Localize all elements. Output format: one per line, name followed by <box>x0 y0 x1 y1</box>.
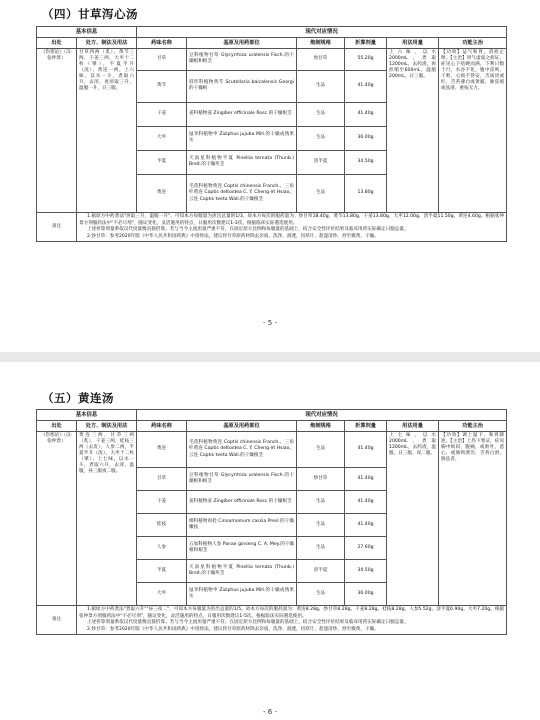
herb-processing: 生品 <box>297 431 345 467</box>
herb-processing: 生品 <box>297 70 345 102</box>
herb-name: 干姜 <box>137 102 187 126</box>
herb-origin: 毛茛科植物黄连 Coptis chinensis Franch.、三角叶黄连 Coptis deltoidea C. Y. Cheng et Hsiao、云连 Coptis teeta Wall.的干燥根茎 <box>187 174 297 212</box>
col-herb: 药味名称 <box>137 38 187 49</box>
herb-name: 干姜 <box>137 490 187 513</box>
notes-cell <box>77 605 507 634</box>
note-paragraph: 1.据原方中药煮法"煮取六升""昼三夜二"，可知本方每服量为煎出总量的1/5。故本方每次的服药量为：黄连8.28g，炒甘草8.28g，干姜8.28g，桂枝8.28g，人参5.52g，清半夏6.90g，大枣7.20g。根据张仲景方剂服药法中"不必尽剂"，随证变化，灵活施用的特点，日服用次数建议1-5次，根据临床实际遴选使用。 <box>79 607 505 619</box>
basic-info-header: 基本信息 <box>37 410 137 421</box>
formula-table <box>36 409 507 635</box>
source-cell: 《伤寒论》（汉·张仲景） <box>37 431 77 605</box>
herb-name: 甘草 <box>137 467 187 490</box>
herb-origin: 鼠李科植物枣 Ziziphus jujuba Mill.的干燥成熟果实 <box>187 582 297 605</box>
col-usage: 用法用量 <box>387 38 439 49</box>
herb-name: 桂枝 <box>137 513 187 536</box>
herb-processing: 清半夏 <box>297 150 345 174</box>
col-dose: 折算剂量 <box>345 421 387 432</box>
usage-cell: 上六味，以水2000mL，煮取1200mL，去药渣，再煎缩至600mL，温服200mL，日三服。 <box>387 48 439 212</box>
herb-dose: 27.60g <box>345 536 387 559</box>
herb-processing: 生品 <box>297 174 345 212</box>
herb-processing: 炒甘草 <box>297 467 345 490</box>
herb-dose: 55.20g <box>345 48 387 70</box>
note-paragraph: 上述折算剂量系依汉代度量衡直接折算。若与当今主流用量严重不符，在固定原方比例和每服量的基础上，结合安全性评价结果及临床用药实际确定日服总量。 <box>87 620 409 626</box>
herb-dose: 36.00g <box>345 126 387 150</box>
herb-dose: 41.40g <box>345 102 387 126</box>
modern-header: 现代对应情况 <box>137 410 507 421</box>
herb-name: 大枣 <box>137 582 187 605</box>
col-processing: 炮制规格 <box>297 421 345 432</box>
usage-cell: 上七味，以水2000mL，煮取1200mL，去药渣，温服，日三服、夜二服。 <box>387 431 439 605</box>
herb-origin: 鼠李科植物枣 Ziziphus jujuba Mill.的干燥成熟果实 <box>187 126 297 150</box>
note-paragraph: 上述折算剂量系依汉代度量衡直接折算。若与当今主流用量严重不符，在固定原方比例和每服量的基础上，结合安全性评价结果及临床用药实际确定日服总量。 <box>87 227 409 233</box>
notes-label: 备注 <box>37 605 77 634</box>
herb-name: 黄芩 <box>137 70 187 102</box>
method-cell: 黄连三两，甘草三两（炙），干姜三两，桂枝三两（去皮），人参二两，半夏半升（洗），大枣十二枚（擘）。上七味，以水一斗，煮取六升，去滓，温服，昼三服夜二服。 <box>77 431 137 605</box>
col-herb: 药味名称 <box>137 421 187 432</box>
herb-name: 人参 <box>137 536 187 559</box>
col-source: 出处 <box>37 421 77 432</box>
herb-processing: 生品 <box>297 582 345 605</box>
page-number: - 6 - <box>263 708 277 716</box>
notes-cell <box>77 212 507 241</box>
herb-processing: 生品 <box>297 536 345 559</box>
herb-dose: 34.50g <box>345 150 387 174</box>
page-number: - 5 - <box>263 319 277 327</box>
col-origin: 基原及用药部位 <box>187 421 297 432</box>
formula-title: （五）黄连汤 <box>42 391 114 405</box>
herb-processing: 生品 <box>297 126 345 150</box>
herb-dose: 41.40g <box>345 70 387 102</box>
herb-processing: 生品 <box>297 513 345 536</box>
herb-processing: 炒甘草 <box>297 48 345 70</box>
col-method: 处方、制法及用法 <box>77 421 137 432</box>
col-function: 功能主治 <box>439 421 507 432</box>
basic-info-header: 基本信息 <box>37 27 137 38</box>
col-processing: 炮制规格 <box>297 38 345 49</box>
source-cell: 《伤寒论》（汉·张仲景） <box>37 48 77 212</box>
herb-processing: 清半夏 <box>297 559 345 582</box>
method-cell: 甘草四两（炙），黄芩三两，干姜三两，大枣十二枚（擘），半夏半升（洗），黄连一两。上六味，以水一斗，煮取六升，去滓，再煎取三升，温服一升，日三服。 <box>77 48 137 212</box>
herb-origin: 五加科植物人参 Panax ginseng C. A. Mey.的干燥根和根茎 <box>187 536 297 559</box>
note-paragraph: 2.炒甘草：参考2020年版《中华人民共和国药典》中清炒法，建议将甘草原药材除去杂质，洗净，润透，切厚片，趁湿清炒，炒至微黄，干燥。 <box>87 233 379 239</box>
herb-origin: 姜科植物姜 Zingiber officinale Rosc.的干燥根茎 <box>187 102 297 126</box>
col-usage: 用法用量 <box>387 421 439 432</box>
herb-origin: 天南星科植物半夏 Pinellia ternata (Thunb.) Breit.的干燥块茎 <box>187 559 297 582</box>
col-source: 出处 <box>37 38 77 49</box>
herb-processing: 生品 <box>297 490 345 513</box>
herb-dose: 41.40g <box>345 490 387 513</box>
page-6 <box>0 362 540 720</box>
herb-origin: 豆科植物甘草 Glycyrrhiza uralensis Fisch.的干燥根和根茎 <box>187 467 297 490</box>
herb-origin: 樟科植物肉桂 Cinnamomum cassia Presl 的干燥嫩枝 <box>187 513 297 536</box>
herb-dose: 13.80g <box>345 174 387 212</box>
herb-dose: 41.40g <box>345 431 387 467</box>
herb-name: 半夏 <box>137 150 187 174</box>
formula-title: （四）甘草泻心汤 <box>42 7 138 21</box>
herb-dose: 34.50g <box>345 559 387 582</box>
page-5 <box>0 0 540 352</box>
herb-name: 甘草 <box>137 48 187 70</box>
herb-dose: 41.40g <box>345 467 387 490</box>
herb-name: 大枣 <box>137 126 187 150</box>
herb-name: 半夏 <box>137 559 187 582</box>
herb-dose: 36.00g <box>345 582 387 605</box>
herb-origin: 唇形科植物黄芩 Scutellaria baicalensis Georgi 的干燥根 <box>187 70 297 102</box>
note-paragraph: 1.据原方中药煮法"煎取三升，温服一升"，可知本方每服量为煎出总量的1/3。故本方每次的服药量为：炒甘草18.40g，黄芩13.80g，干姜13.80g，大枣12.00g，清半夏11.50g，黄连4.60g。根据张仲景方剂服药法中"不必尽剂"，随证变化，灵活施用的特点，日服用次数建议1-3次，根据临床实际遴选使用。 <box>79 214 505 226</box>
formula-table <box>36 26 507 242</box>
col-origin: 基原及用药部位 <box>187 38 297 49</box>
function-cell: 【功效】调上温下，和胃降逆。【主治】上热下寒证，症见胸中烦闷，腹痛，或呕吐，恶心，或肠鸣泄泻，舌苔白滑，脉弦者。 <box>439 431 507 605</box>
modern-header: 现代对应情况 <box>137 27 507 38</box>
herb-name: 黄连 <box>137 431 187 467</box>
herb-origin: 天南星科植物半夏 Pinellia ternata (Thunb.) Breit.的干燥块茎 <box>187 150 297 174</box>
function-cell: 【功效】益气和胃，消痞止呕。【主治】胃气虚弱之痞证。症见心下痞硬而满，下利日数十行，水谷不化，腹中雷鸣，干呕，心烦不得安，舌质淡或红，舌苔薄白或黄腻，脉弦缓或弦滑，重按无力。 <box>439 48 507 212</box>
col-function: 功能主治 <box>439 38 507 49</box>
note-paragraph: 2.炒甘草：参考2020年版《中华人民共和国药典》中清炒法，建议将甘草原药材除去杂质，洗净，润透，切厚片，趁湿清炒，炒至微黄，干燥。 <box>87 626 379 632</box>
herb-origin: 毛茛科植物黄连 Coptis chinensis Franch.、三角叶黄连 Coptis deltoidea C. Y. Cheng et Hsiao、云连 Coptis teeta Wall.的干燥根茎 <box>187 431 297 467</box>
herb-processing: 生品 <box>297 102 345 126</box>
col-dose: 折算剂量 <box>345 38 387 49</box>
herb-origin: 姜科植物姜 Zingiber officinale Rosc.的干燥根茎 <box>187 490 297 513</box>
notes-label: 备注 <box>37 212 77 241</box>
herb-name: 黄连 <box>137 174 187 212</box>
herb-origin: 豆科植物甘草 Glycyrrhiza uralensis Fisch.的干燥根和根茎 <box>187 48 297 70</box>
col-method: 处方、制法及用法 <box>77 38 137 49</box>
herb-dose: 41.40g <box>345 513 387 536</box>
